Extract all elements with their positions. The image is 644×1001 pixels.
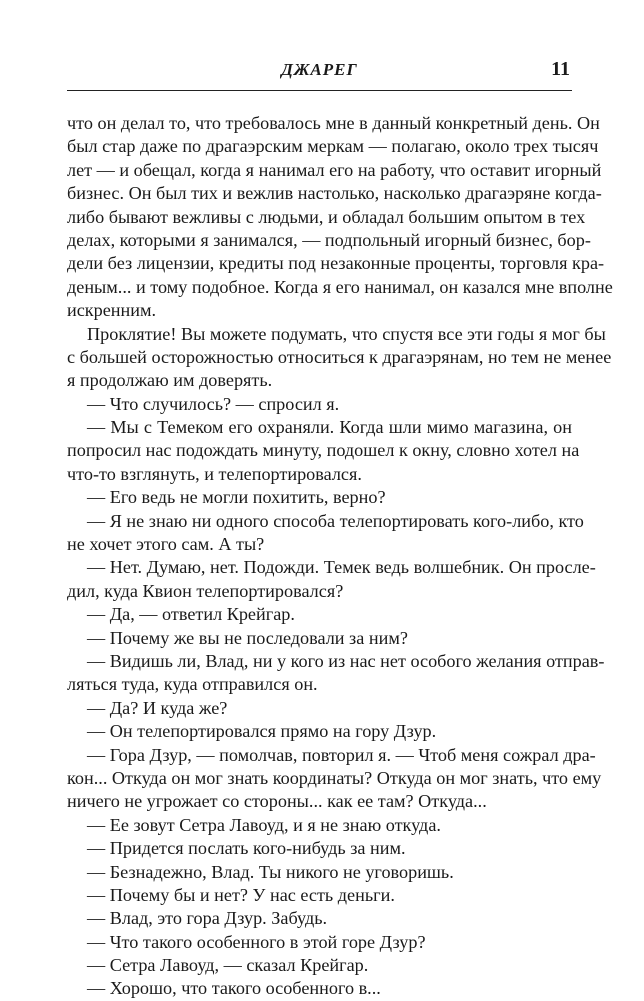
text-line: — Придется послать кого-нибудь за ним. bbox=[87, 838, 406, 859]
text-line: дели без лицензии, кредиты под незаконные проценты, торговля кра- bbox=[67, 253, 605, 274]
text-line: — Что такого особенного в этой горе Дзур? bbox=[87, 931, 426, 952]
running-title: ДЖАРЕГ bbox=[281, 60, 358, 79]
page-number: 11 bbox=[551, 58, 570, 80]
header-rule bbox=[67, 90, 572, 91]
text-line: был стар даже по драгаэрским меркам — полагаю, около трех тысяч bbox=[67, 136, 599, 157]
text-line: деным... и тому подобное. Когда я его нанимал, он казался мне вполне bbox=[67, 276, 613, 297]
text-line: я продолжаю им доверять. bbox=[67, 370, 273, 391]
text-line: что-то взглянуть, и телепортировался. bbox=[67, 463, 362, 484]
text-line: ляться туда, куда отправился он. bbox=[67, 674, 318, 695]
text-line: — Сетра Лавоуд, — сказал Крейгар. bbox=[87, 955, 369, 976]
text-line: — Почему же вы не последовали за ним? bbox=[87, 627, 408, 648]
text-line: лет — и обещал, когда я нанимал его на работу, что оставит игорный bbox=[67, 159, 602, 180]
text-line: бизнес. Он был тих и вежлив настолько, насколько драгаэряне когда- bbox=[67, 183, 602, 204]
text-line: делах, которыми я занимался, — подпольный игорный бизнес, бор- bbox=[67, 229, 591, 250]
text-line: кон... Откуда он мог знать координаты? Откуда он мог знать, что ему bbox=[67, 767, 602, 788]
running-header bbox=[67, 58, 572, 84]
text-line: — Да? И куда же? bbox=[87, 697, 228, 718]
text-line: — Почему бы и нет? У нас есть деньги. bbox=[87, 884, 395, 905]
text-line: попросил нас подождать минуту, подошел к окну, словно хотел на bbox=[67, 440, 580, 461]
text-line: искренним. bbox=[67, 300, 157, 321]
text-line: — Безнадежно, Влад. Ты никого не уговоришь. bbox=[87, 861, 454, 882]
text-line: — Я не знаю ни одного способа телепортировать кого-либо, кто bbox=[87, 510, 584, 531]
text-line: — Мы с Темеком его охраняли. Когда шли мимо магазина, он bbox=[87, 417, 572, 438]
text-line: — Влад, это гора Дзур. Забудь. bbox=[87, 908, 328, 929]
text-line: — Видишь ли, Влад, ни у кого из нас нет особого желания отправ- bbox=[87, 650, 605, 671]
text-line: Проклятие! Вы можете подумать, что спустя все эти годы я мог бы bbox=[87, 323, 606, 344]
text-line: — Он телепортировался прямо на гору Дзур. bbox=[87, 721, 437, 742]
text-line: — Да, — ответил Крейгар. bbox=[87, 604, 295, 625]
text-line: с большей осторожностью относиться к драгаэрянам, но тем не менее bbox=[67, 346, 612, 367]
text-line: — Нет. Думаю, нет. Подожди. Темек ведь волшебник. Он просле- bbox=[87, 557, 596, 578]
text-line: либо бывают вежливы с людьми, и обладал большим опытом в тех bbox=[67, 206, 586, 227]
text-line: — Гора Дзур, — помолчав, повторил я. — Чтоб меня сожрал дра- bbox=[87, 744, 596, 765]
text-body bbox=[67, 112, 613, 1001]
text-line: — Что случилось? — спросил я. bbox=[87, 393, 340, 414]
text-line: — Его ведь не могли похитить, верно? bbox=[87, 487, 386, 508]
text-line: — Ее зовут Сетра Лавоуд, и я не знаю откуда. bbox=[87, 814, 441, 835]
text-line: дил, куда Квион телепортировался? bbox=[67, 580, 344, 601]
text-line: — Хорошо, что такого особенного в... bbox=[87, 978, 381, 999]
text-line: не хочет этого сам. А ты? bbox=[67, 534, 265, 555]
text-line: что он делал то, что требовалось мне в данный конкретный день. Он bbox=[67, 113, 600, 133]
text-line: ничего не угрожает со стороны... как ее там? Откуда... bbox=[67, 791, 487, 812]
